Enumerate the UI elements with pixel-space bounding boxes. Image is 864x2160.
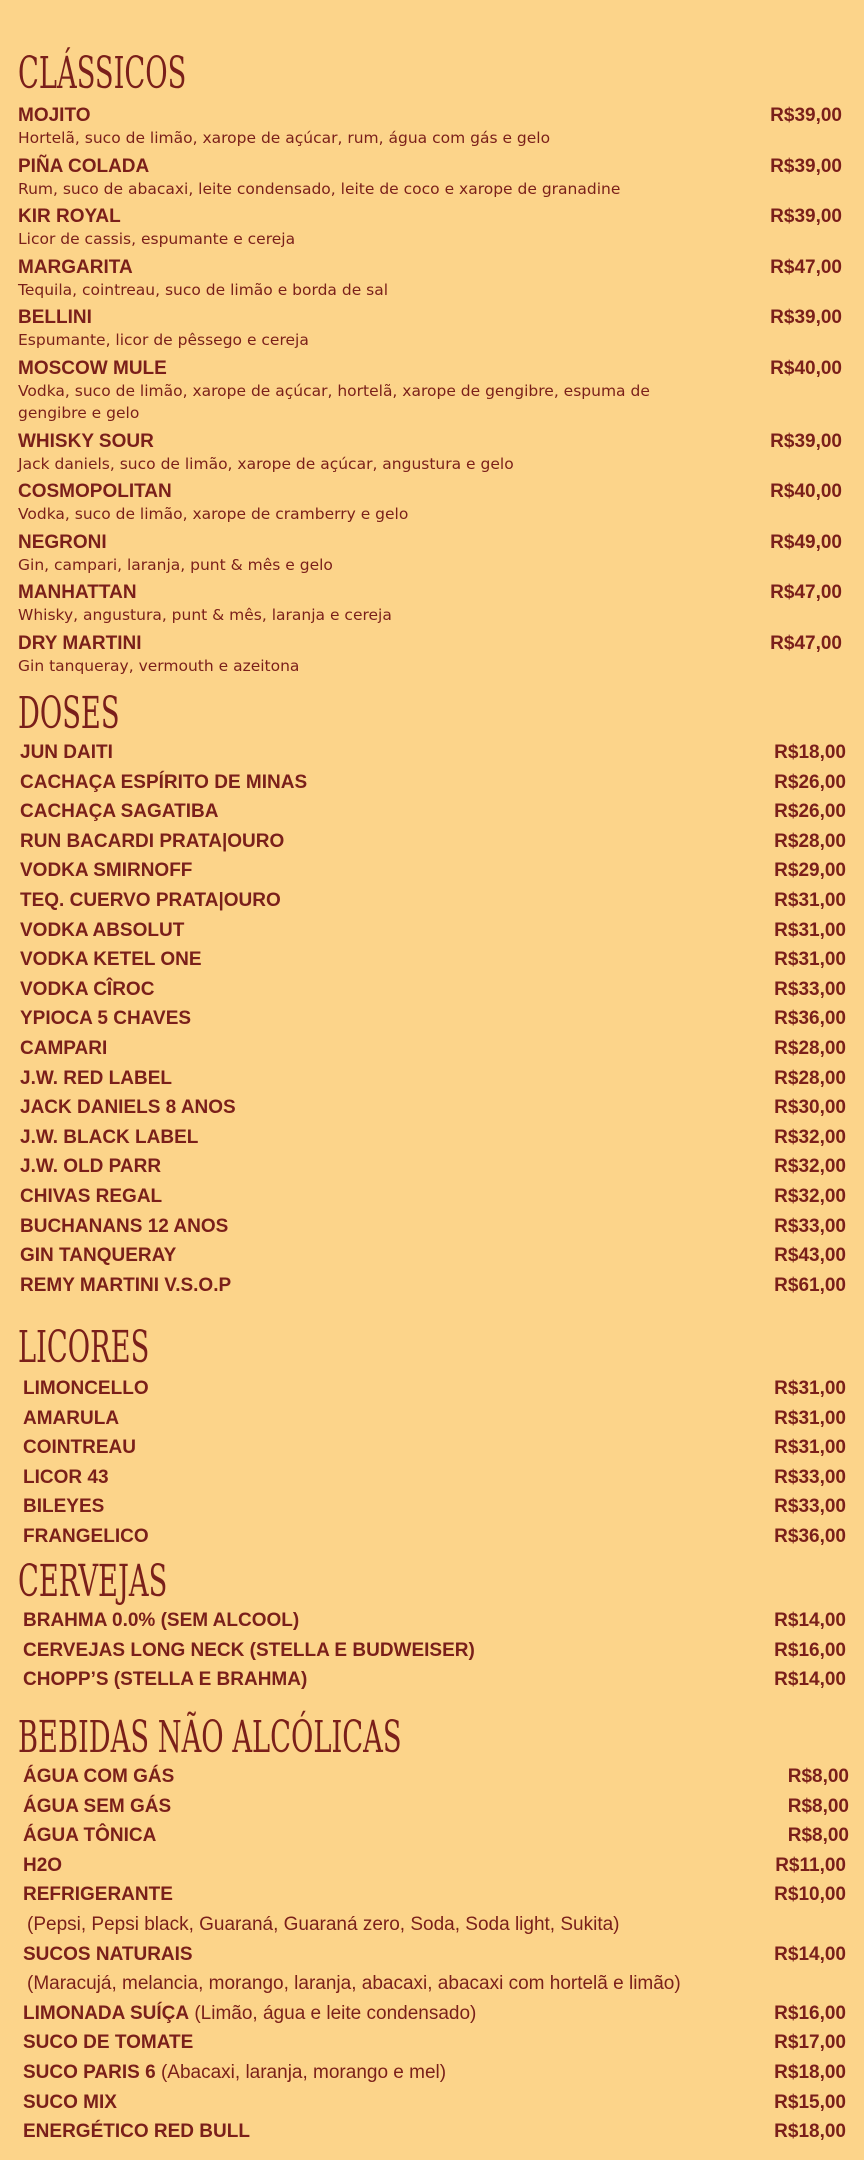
list-item: [3, 2117, 864, 2147]
item-name: SUCO MIX: [23, 2091, 117, 2113]
item-name: ÁGUA COM GÁS: [23, 1766, 175, 1787]
item-price: R$31,00: [774, 949, 846, 971]
item-price: R$39,00: [770, 105, 842, 126]
item-description: Gin tanqueray, vermouth e azeitona: [18, 656, 300, 675]
list-item: [3, 1792, 864, 1822]
list-item: [3, 1880, 864, 1910]
item-name: TEQ. CUERVO PRATA|OURO: [20, 889, 281, 911]
item-price: R$8,00: [787, 1766, 849, 1787]
list-item: [3, 1821, 864, 1851]
item-name: J.W. BLACK LABEL: [20, 1126, 199, 1148]
item-options: (Maracujá, melancia, morango, laranja, abacaxi, abacaxi com hortelã e limão): [27, 1973, 681, 1995]
item-price: R$14,00: [774, 1669, 846, 1691]
item-price: R$31,00: [774, 919, 846, 941]
item-name: MOSCOW MULE: [18, 357, 167, 379]
item-name: PIÑA COLADA: [18, 155, 150, 177]
section-title-licores: LICORES: [18, 1322, 150, 1373]
item-price: R$14,00: [774, 1610, 846, 1631]
item-name: AMARULA: [23, 1407, 120, 1429]
item-price: R$18,00: [774, 2061, 846, 2083]
list-item: [3, 1940, 864, 1970]
list-item: [3, 1665, 864, 1695]
list-item: [0, 581, 864, 632]
item-price: R$15,00: [774, 2091, 846, 2113]
item-price: R$32,00: [774, 1156, 846, 1178]
item-name: LIMONADA SUÍÇA: [23, 2002, 190, 2024]
item-price: R$28,00: [774, 1067, 846, 1089]
item-name: DRY MARTINI: [18, 632, 142, 654]
item-description: Hortelã, suco de limão, xarope de açúcar, rum, água com gás e gelo: [18, 129, 551, 147]
item-price: R$26,00: [774, 801, 846, 823]
item-name: FRANGELICO: [23, 1525, 149, 1547]
item-price: R$47,00: [770, 632, 842, 654]
list-item: [3, 1433, 864, 1463]
nao-alcoolicas-list: [3, 1762, 864, 2147]
item-description: Licor de cassis, espumante e cereja: [18, 230, 296, 248]
item-name: J.W. OLD PARR: [20, 1156, 162, 1178]
section-title-nao-alcoolicas: BEBIDAS NÃO ALCÓLICAS: [18, 1712, 402, 1763]
item-name: BELLINI: [18, 307, 92, 328]
item-price: R$8,00: [787, 1825, 849, 1847]
list-item: [0, 430, 864, 481]
item-price: R$32,00: [774, 1185, 846, 1207]
item-price: R$18,00: [774, 742, 846, 763]
item-price: R$28,00: [774, 1037, 846, 1059]
item-name: JACK DANIELS 8 ANOS: [20, 1097, 236, 1119]
list-item: [0, 104, 864, 155]
list-item: [3, 1606, 864, 1636]
item-name: COSMOPOLITAN: [18, 481, 172, 502]
section-title-cervejas: CERVEJAS: [18, 1556, 168, 1607]
list-item: [0, 1093, 864, 1123]
list-item: [0, 357, 864, 430]
item-price: R$29,00: [774, 860, 846, 882]
list-item: [3, 1404, 864, 1434]
item-price: R$36,00: [774, 1525, 846, 1547]
item-name: CHOPP’S (STELLA E BRAHMA): [23, 1669, 308, 1691]
list-item: [0, 306, 864, 357]
item-name: VODKA SMIRNOFF: [20, 860, 193, 882]
item-price: R$33,00: [774, 1466, 846, 1488]
item-price: R$39,00: [770, 206, 842, 227]
item-price: R$16,00: [774, 1639, 846, 1661]
item-name: LICOR 43: [23, 1466, 109, 1488]
item-name: BRAHMA 0.0% (SEM ALCOOL): [23, 1610, 300, 1631]
list-item: [3, 1463, 864, 1493]
item-price: R$61,00: [774, 1274, 846, 1296]
item-name: REFRIGERANTE: [23, 1884, 173, 1906]
list-item: [3, 1999, 864, 2029]
item-price: R$47,00: [770, 256, 842, 278]
item-name: SUCO PARIS 6: [23, 2061, 156, 2083]
list-item: [0, 1241, 864, 1271]
list-item: [0, 1123, 864, 1153]
item-name: LIMONCELLO: [23, 1378, 149, 1399]
item-price: R$43,00: [774, 1245, 846, 1267]
item-name: MARGARITA: [18, 256, 133, 278]
item-price: R$31,00: [774, 1437, 846, 1459]
item-description: Tequila, cointreau, suco de limão e borda de sal: [18, 280, 389, 299]
list-item: [0, 827, 864, 857]
item-name: JUN DAITI: [20, 742, 113, 763]
classicos-list: [0, 104, 864, 682]
item-description: Gin, campari, laranja, punt & mês e gelo: [18, 555, 333, 574]
item-description: Espumante, licor de pêssego e cereja: [18, 331, 309, 349]
item-price: R$30,00: [774, 1097, 846, 1119]
item-name: VODKA KETEL ONE: [20, 949, 202, 971]
item-name: CHIVAS REGAL: [20, 1185, 163, 1207]
list-item: [3, 2028, 864, 2058]
item-price: R$14,00: [774, 1943, 846, 1965]
section-title-classicos: CLÁSSICOS: [18, 48, 187, 99]
list-item: [3, 2058, 864, 2088]
item-name: ÁGUA TÔNICA: [23, 1825, 157, 1847]
list-item: [3, 1851, 864, 1881]
list-item: [3, 2088, 864, 2118]
item-name: CERVEJAS LONG NECK (STELLA E BUDWEISER): [23, 1639, 475, 1661]
item-name: SUCO DE TOMATE: [23, 2032, 194, 2054]
item-name: MOJITO: [18, 105, 91, 126]
item-name: J.W. RED LABEL: [20, 1067, 173, 1089]
item-price: R$33,00: [774, 1215, 846, 1237]
item-price: R$31,00: [774, 1407, 846, 1429]
item-price: R$26,00: [774, 771, 846, 793]
item-price: R$16,00: [774, 2002, 846, 2024]
item-name: KIR ROYAL: [18, 206, 121, 227]
item-price: R$10,00: [774, 1884, 846, 1906]
item-description: Rum, suco de abacaxi, leite condensado, leite de coco e xarope de granadine: [18, 179, 621, 198]
item-options: (Pepsi, Pepsi black, Guaraná, Guaraná zero, Soda, Soda light, Sukita): [27, 1913, 620, 1935]
item-price: R$33,00: [774, 978, 846, 1000]
item-inline-description: (Abacaxi, laranja, morango e mel): [155, 2061, 447, 2083]
list-item: [0, 531, 864, 582]
item-price: R$40,00: [770, 357, 842, 379]
item-price: R$28,00: [774, 830, 846, 852]
licores-list: [3, 1374, 864, 1552]
item-name: ENERGÉTICO RED BULL: [23, 2121, 250, 2143]
list-item: [3, 1636, 864, 1666]
list-item: [0, 768, 864, 798]
item-price: R$40,00: [770, 481, 842, 502]
item-name: MANHATTAN: [18, 582, 137, 603]
item-name: BILEYES: [23, 1496, 105, 1518]
list-item: [0, 738, 864, 768]
item-price: R$32,00: [774, 1126, 846, 1148]
item-name: ÁGUA SEM GÁS: [23, 1795, 172, 1817]
section-title-doses: DOSES: [18, 688, 120, 739]
item-price: R$18,00: [774, 2121, 846, 2143]
item-price: R$39,00: [770, 155, 842, 177]
item-price: R$49,00: [770, 531, 842, 553]
item-name: CACHAÇA SAGATIBA: [20, 801, 219, 823]
item-name: CACHAÇA ESPÍRITO DE MINAS: [20, 771, 308, 793]
item-price: R$31,00: [774, 889, 846, 911]
item-inline-description: (Limão, água e leite condensado): [189, 2002, 477, 2024]
item-price: R$33,00: [774, 1496, 846, 1518]
item-name: REMY MARTINI V.S.O.P: [20, 1274, 232, 1296]
item-price: R$17,00: [774, 2032, 846, 2054]
list-item: [0, 916, 864, 946]
list-item: [3, 1374, 864, 1404]
item-description: Vodka, suco de limão, xarope de açúcar, hortelã, xarope de gengibre, espuma de gengibre e gelo: [18, 381, 650, 422]
list-item: [0, 205, 864, 256]
item-name: RUN BACARDI PRATA|OURO: [20, 830, 285, 852]
item-name: VODKA ABSOLUT: [20, 919, 185, 941]
doses-list: [0, 738, 864, 1300]
list-item: [0, 480, 864, 531]
item-name: NEGRONI: [18, 531, 107, 553]
item-name: WHISKY SOUR: [18, 430, 154, 452]
list-item: [0, 886, 864, 916]
item-name: COINTREAU: [23, 1437, 136, 1459]
item-description: Jack daniels, suco de limão, xarope de açúcar, angustura e gelo: [18, 454, 514, 473]
cervejas-list: [3, 1606, 864, 1695]
list-item: [0, 632, 864, 683]
list-item: [0, 1271, 864, 1301]
list-item: [0, 1034, 864, 1064]
item-name: BUCHANANS 12 ANOS: [20, 1215, 229, 1237]
item-name: H2O: [23, 1854, 63, 1876]
list-item: [0, 1182, 864, 1212]
list-item: [0, 1152, 864, 1182]
item-name: YPIOCA 5 CHAVES: [20, 1008, 192, 1030]
item-price: R$8,00: [787, 1795, 849, 1817]
item-description: Vodka, suco de limão, xarope de cramberry e gelo: [18, 505, 409, 523]
list-item: [0, 797, 864, 827]
item-price: R$11,00: [775, 1854, 846, 1876]
list-item: [3, 1522, 864, 1552]
list-item: [0, 945, 864, 975]
item-price: R$47,00: [770, 582, 842, 603]
item-name: SUCOS NATURAIS: [23, 1943, 193, 1965]
item-name: VODKA CÎROC: [20, 978, 155, 1000]
list-item: [3, 1492, 864, 1522]
list-item: [0, 256, 864, 307]
item-price: R$36,00: [774, 1008, 846, 1030]
list-item: [0, 1064, 864, 1094]
list-item: [3, 1762, 864, 1792]
item-price: R$39,00: [770, 430, 842, 452]
item-name: CAMPARI: [20, 1037, 108, 1059]
list-item: [0, 856, 864, 886]
list-item: [0, 155, 864, 206]
item-price: R$39,00: [770, 307, 842, 328]
list-item: [0, 975, 864, 1005]
item-description: Whisky, angustura, punt & mês, laranja e cereja: [18, 606, 392, 624]
item-name: GIN TANQUERAY: [20, 1245, 177, 1267]
item-price: R$31,00: [774, 1378, 846, 1399]
list-item: [0, 1212, 864, 1242]
list-item: [0, 1004, 864, 1034]
